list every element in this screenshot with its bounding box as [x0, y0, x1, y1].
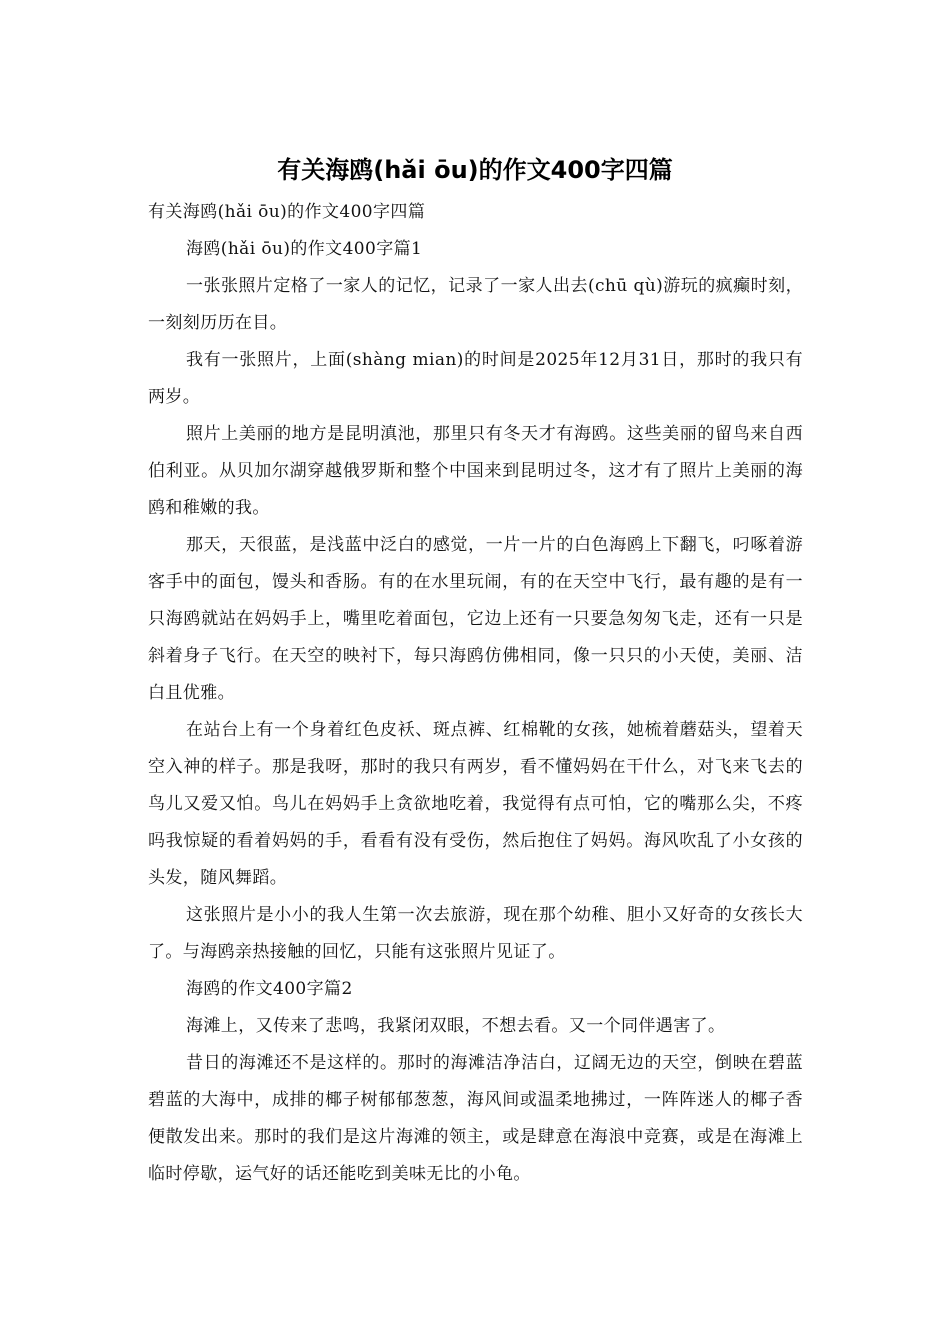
section-heading-2: 海鸥的作文400字篇2 [186, 979, 353, 999]
paragraph: 一张张照片定格了一家人的记忆，记录了一家人出去(chū qù)游玩的疯癫时刻，一刻刻历历在目。 [148, 276, 803, 333]
section-heading-1: 海鸥(hǎi ōu)的作文400字篇1 [186, 239, 423, 259]
document-title: 有关海鸥(hǎi ōu)的作文400字四篇 [277, 156, 673, 184]
paragraph: 这张照片是小小的我人生第一次去旅游，现在那个幼稚、胆小又好奇的女孩长大了。与海鸥亲热接触的回忆，只能有这张照片见证了。 [148, 905, 803, 962]
paragraph: 我有一张照片，上面(shàng mian)的时间是2025年12月31日，那时的我只有两岁。 [148, 350, 803, 407]
paragraph: 海滩上，又传来了悲鸣，我紧闭双眼，不想去看。又一个同伴遇害了。 [186, 1016, 726, 1036]
paragraph-subtitle: 有关海鸥(hǎi ōu)的作文400字四篇 [148, 202, 426, 222]
paragraph: 那天，天很蓝，是浅蓝中泛白的感觉，一片一片的白色海鸥上下翻飞，叼啄着游客手中的面包，馒头和香肠。有的在水里玩闹，有的在天空中飞行，最有趣的是有一只海鸥就站在妈妈手上，嘴里吃着面包，它边上还有一只要急匆匆飞走，还有一只是斜着身子飞行。在天空的映衬下，每只海鸥仿佛相同，像一只只的小天使，美丽、洁白且优雅。 [148, 535, 803, 703]
paragraph: 昔日的海滩还不是这样的。那时的海滩洁净洁白，辽阔无边的天空，倒映在碧蓝碧蓝的大海中，成排的椰子树郁郁葱葱，海风间或温柔地拂过，一阵阵迷人的椰子香便散发出来。那时的我们是这片海滩的领主，或是肆意在海浪中竞赛，或是在海滩上临时停歇，运气好的话还能吃到美味无比的小龟。 [148, 1053, 803, 1184]
paragraph: 在站台上有一个身着红色皮袄、斑点裤、红棉靴的女孩，她梳着蘑菇头，望着天空入神的样子。那是我呀，那时的我只有两岁，看不懂妈妈在干什么，对飞来飞去的鸟儿又爱又怕。鸟儿在妈妈手上贪欲地吃着，我觉得有点可怕，它的嘴那么尖，不疼吗我惊疑的看着妈妈的手，看看有没有受伤，然后抱住了妈妈。海风吹乱了小女孩的头发，随风舞蹈。 [148, 720, 803, 888]
document-body [148, 194, 803, 1193]
paragraph: 照片上美丽的地方是昆明滇池，那里只有冬天才有海鸥。这些美丽的留鸟来自西伯利亚。从贝加尔湖穿越俄罗斯和整个中国来到昆明过冬，这才有了照片上美丽的海鸥和稚嫩的我。 [148, 424, 803, 518]
